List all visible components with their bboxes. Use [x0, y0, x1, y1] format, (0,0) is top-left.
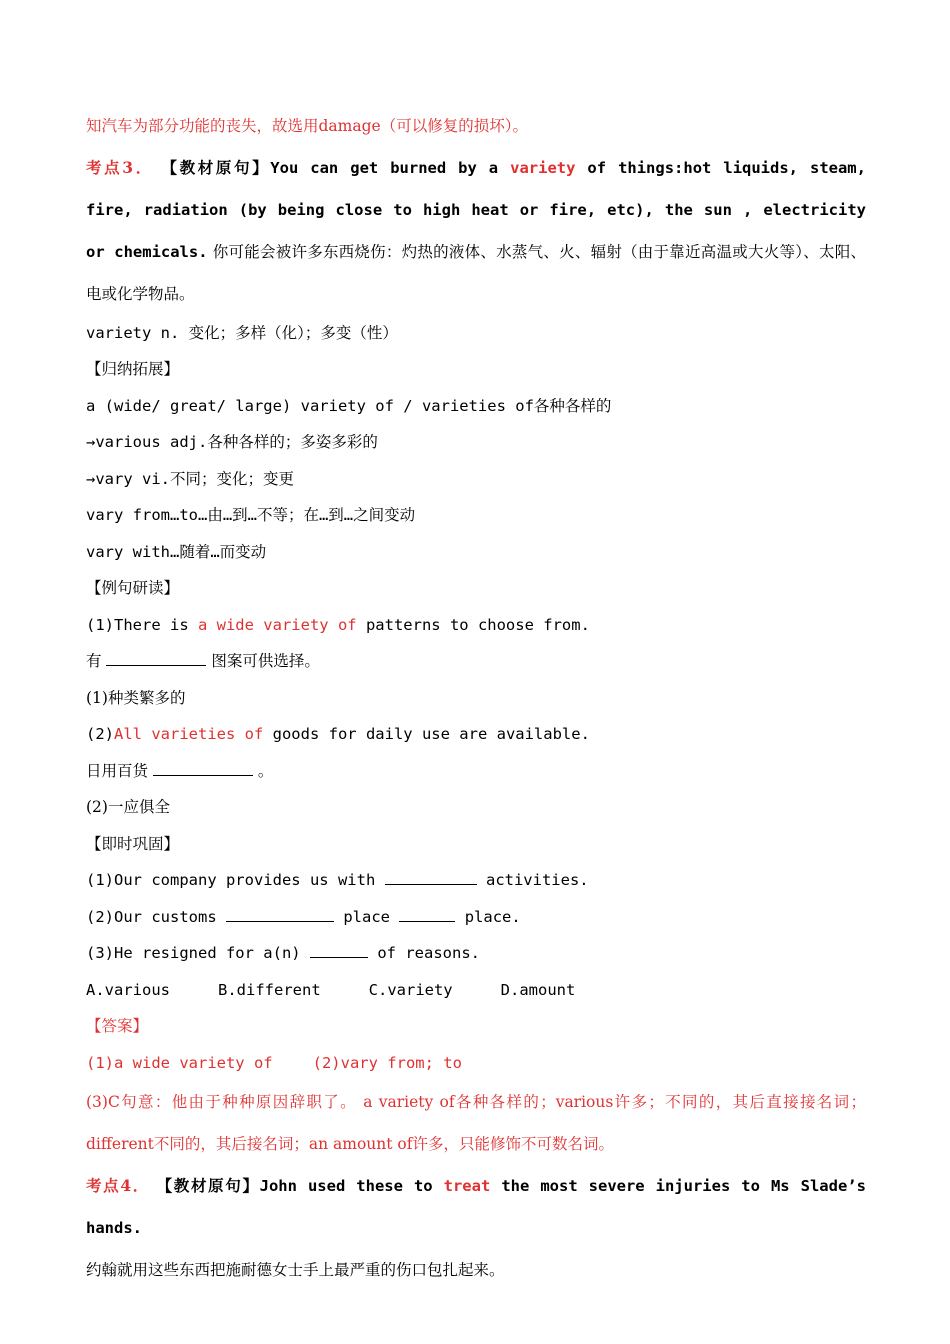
text-line: 知汽车为部分功能的丧失，故选用damage（可以修复的损坏）。: [86, 117, 528, 135]
key-point-3: [86, 147, 866, 315]
choice-c: C.variety: [368, 980, 453, 999]
answer-line: (1)a wide variety of (2)vary from; to: [86, 1053, 462, 1072]
key-point-label: 考点4．: [86, 1176, 150, 1195]
definition: variety n. 变化；多样（化）；多变（性）: [86, 323, 398, 342]
section-heading-expand: 【归纳拓展】: [86, 360, 180, 378]
expand-item: →vary vi.不同；变化；变更: [86, 469, 294, 488]
expand-item: →various adj.各种各样的；多姿多彩的: [86, 433, 378, 451]
practice-item: (3)He resigned for a(n) of reasons.: [86, 944, 480, 962]
english-sentence: You can get burned by a variety of things:hot liquids, steam, fire, radiation (by being close to high heat or fire, etc), the sun , electricity or chemicals.: [86, 158, 866, 261]
highlight-word: treat: [443, 1177, 491, 1195]
section-heading-examples: 【例句研读】: [86, 579, 180, 597]
example-sentence: (2)All varieties of goods for daily use are available.: [86, 725, 590, 743]
expand-item: vary with…随着…而变动: [86, 542, 267, 561]
example-sentence: (1)There is a wide variety of patterns to choose from.: [86, 615, 590, 634]
chinese-translation: 你可能会被许多东西烧伤：灼热的液体、水蒸气、火、辐射（由于靠近高温或大火等）、太阳、电或化学物品。: [86, 242, 866, 303]
section-heading-answer: 【答案】: [86, 1017, 149, 1035]
choice-d: D.amount: [500, 980, 576, 999]
document-page: [86, 108, 866, 1291]
practice-item: (2)Our customs place place.: [86, 907, 521, 926]
textbook-tag: 【教材原句】: [161, 157, 271, 177]
blank-line: [106, 651, 206, 666]
expand-item: a (wide/ great/ large) variety of / varieties of各种各样的: [86, 396, 612, 415]
example-translation: 有 图案可供选择。: [86, 652, 320, 670]
textbook-tag: 【教材原句】: [156, 1176, 260, 1195]
example-translation: 日用百货 。: [86, 761, 274, 780]
example-answer: (2)一应俱全: [86, 798, 170, 816]
chinese-translation: 约翰就用这些东西把施耐德女士手上最严重的伤口包扎起来。: [86, 1261, 505, 1279]
answer-choices: [86, 972, 866, 1009]
example-answer: (1)种类繁多的: [86, 688, 186, 707]
blank-line: [153, 761, 253, 776]
answer-explanation: (3)C句意：他由于种种原因辞职了。 a variety of各种各样的；various许多；不同的，其后直接接名词；different不同的，其后接名词；an amount of许多，只能修饰不可数名词。: [86, 1093, 866, 1153]
key-point-4: [86, 1165, 866, 1291]
english-sentence: John used these to treat the most severe injuries to Ms Slade’s hands.: [86, 1177, 866, 1237]
choice-a: A.various: [86, 980, 170, 999]
key-point-label: 考点3．: [86, 157, 154, 177]
blank-line: [226, 907, 334, 922]
blank-line: [310, 943, 368, 958]
blank-line: [385, 870, 477, 885]
practice-item: (1)Our company provides us with activities.: [86, 871, 589, 889]
section-heading-practice: 【即时巩固】: [86, 834, 180, 853]
expand-item: vary from…to…由…到…不等；在…到…之间变动: [86, 506, 416, 524]
blank-line: [399, 907, 455, 922]
highlight-word: variety: [510, 158, 576, 177]
choice-b: B.different: [218, 980, 321, 999]
